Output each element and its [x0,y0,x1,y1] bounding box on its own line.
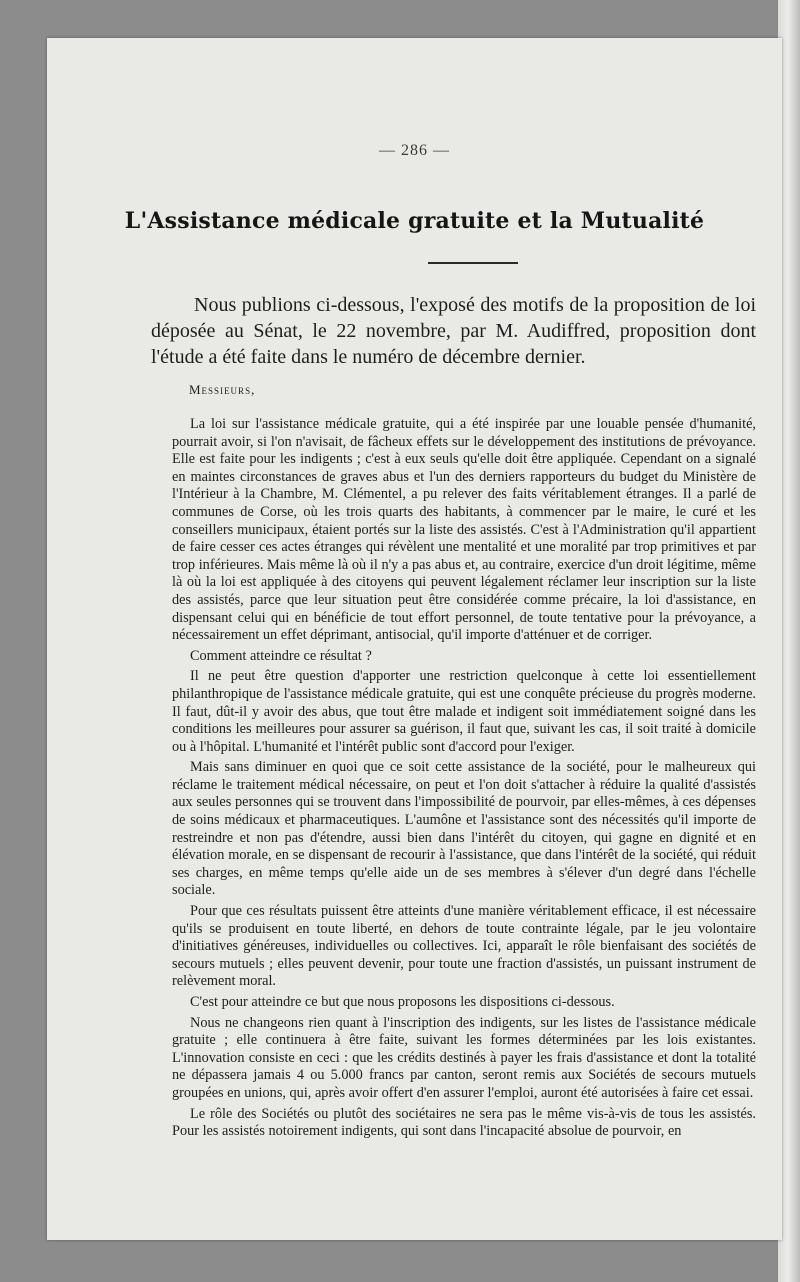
body-paragraph: La loi sur l'assistance médicale gratuite, qui a été inspirée par une louable pensée d'humanité, pourrait avoir, si l'on n'avisait, de fâcheux effets sur le développement des institutions de prévoyance. Elle est faite pour les indigents ; c'est à eux seuls qu'elle doit être appliquée. Cependant on a signalé en maintes circonstances de graves abus et l'un des derniers rapporteurs du budget du Ministère de l'Intérieur à la Chambre, M. Clémentel, a pu relever des faits véritablement étranges. Il a parlé de communes de Corse, où les trois quarts des habitants, à commencer par le maire, le curé et les conseillers municipaux, étaient portés sur la liste des assistés. C'est à l'Administration qu'il appartient de faire cesser ces actes étranges qui révèlent une mentalité et une moralité par trop primitives et par trop inférieures. Mais même là où il n'y a pas abus et, au contraire, exercice d'un droit légitime, même là où la loi est appliquée à des citoyens qui peuvent légalement réclamer leur inscription sur la liste des assistés, parce que leur situation peut être considérée comme précaire, la loi d'assistance, en dispensant celui qui en bénéficie de tout effort personnel, de toute tentative pour la prévoyance, a nécessairement un effet déprimant, antisocial, qu'il importe d'atténuer et de corriger. [172,416,756,644]
body-paragraph: C'est pour atteindre ce but que nous proposons les dispositions ci-dessous. [190,994,615,1010]
intro-paragraph: Nous publions ci-dessous, l'exposé des motifs de la proposition de loi déposée au Sénat, le 22 novembre, par M. Audiffred, proposition dont l'étude a été faite dans le numéro de décembre dernier. [151,294,756,368]
salutation: Messieurs, [189,382,256,397]
body-paragraph: Pour que ces résultats puissent être atteints d'une manière véritablement efficace, il est nécessaire qu'ils se produisent en toute liberté, en dehors de toute contrainte légale, par le jeu volontaire d'initiatives généreuses, individuelles ou collectives. Ici, apparaît le rôle bienfaisant des sociétés de secours mutuels ; elles peuvent devenir, pour toute une fraction d'assistés, un puissant instrument de relèvement moral. [172,903,756,990]
body-paragraph: Le rôle des Sociétés ou plutôt des sociétaires ne sera pas le même vis-à-vis de tous les assistés. Pour les assistés notoirement indigents, qui sont dans l'incapacité absolue de pourvoir, en [172,1105,756,1140]
article-title: L'Assistance médicale gratuite et la Mutualité [124,208,705,234]
body-paragraph: Comment atteindre ce résultat ? [190,647,372,664]
page-number: — 286 — [379,142,450,159]
body-paragraph: Mais sans diminuer en quoi que ce soit cette assistance de la société, pour le malheureux qui réclame le traitement médical nécessaire, on peut et l'on doit s'attacher à réduire la qualité d'assistés aux seules personnes qui se trouvent dans l'impossibilité de pourvoir, par elles-mêmes, à ces dépenses de soins médicaux et pharmaceutiques. L'aumône et l'assistance sont des nécessités qu'il importe de restreindre et non pas d'étendre, aussi bien dans l'intérêt du citoyen, qui gagne en dignité et en élévation morale, en se dispensant de recourir à l'assistance, que dans l'intérêt de la société, qui réduit ses charges, en même temps qu'elle aide un de ses membres à s'élever d'un degré dans l'échelle sociale. [172,759,756,899]
body-text [172,416,756,1141]
body-paragraph: Nous ne changeons rien quant à l'inscription des indigents, sur les listes de l'assistance médicale gratuite ; elle continuera à être faite, suivant les formes déterminées par les lois existantes. L'innovation consiste en ceci : que les crédits destinés à payer les frais d'assistance et dont la totalité ne dépassera jamais 4 ou 5.000 francs par canton, seront remis aux Sociétés de secours mutuels groupées en unions, qui, après avoir offert d'en assurer l'emploi, auront été autorisées à faire cet essai. [172,1014,756,1101]
body-paragraph: Il ne peut être question d'apporter une restriction quelconque à cette loi essentiellement philanthropique de l'assistance médicale gratuite, qui est une conquête précieuse du progrès moderne. Il faut, dût-il y avoir des abus, que tout être malade et indigent soit immédiatement soigné dans les conditions les meilleures pour assurer sa guérison, il faut que, suivant les cas, il soit traité à domicile ou à l'hôpital. L'humanité et l'intérêt public sont d'accord pour l'exiger. [172,668,756,755]
title-divider [428,262,518,264]
document-page [47,38,782,1240]
